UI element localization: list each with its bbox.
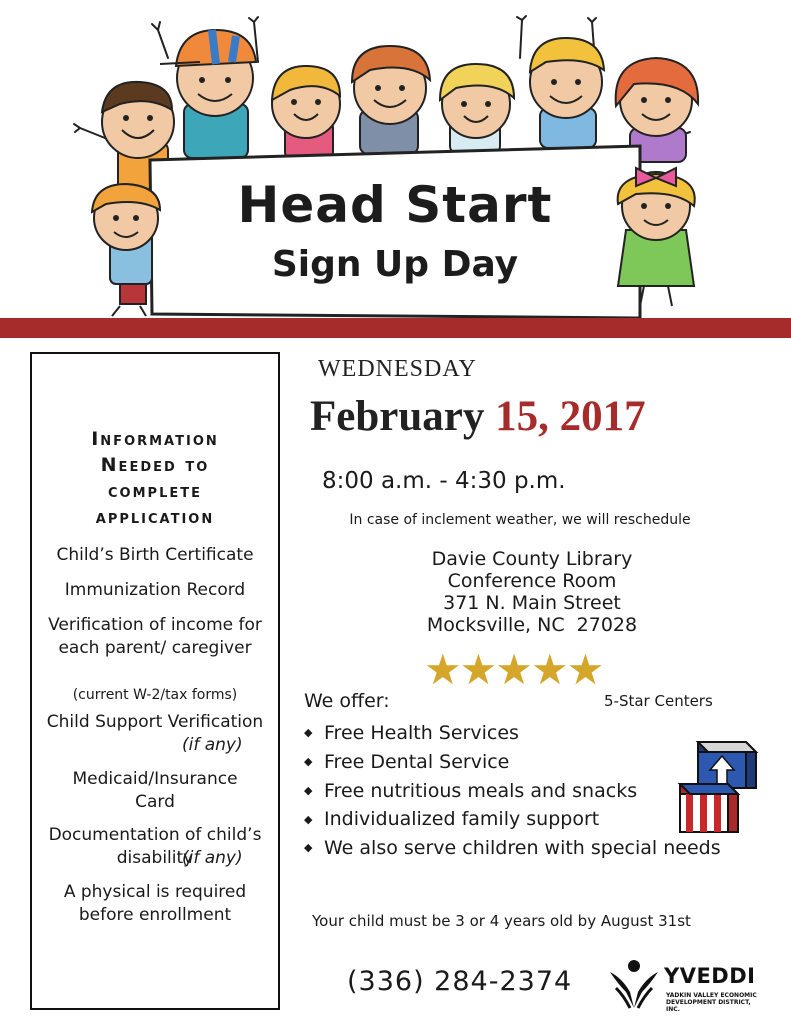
- requirement-item: A physical is required before enrollment: [63, 882, 247, 925]
- five-star-icon: ★★★★★: [424, 645, 603, 694]
- diamond-bullet-icon: ◆: [304, 812, 313, 826]
- list-item: ◆ Free Health Services: [304, 719, 721, 748]
- requirement-item: Immunization Record: [64, 580, 246, 600]
- logo-tagline: YADKIN VALLEY ECONOMIC DEVELOPMENT DISTRICT, INC.: [666, 992, 757, 1013]
- offers-list: [304, 719, 721, 863]
- child-8: [92, 184, 160, 316]
- child-6: [530, 38, 604, 148]
- requirement-item: Verification of income for each parent/ caregiver: [48, 615, 262, 658]
- event-location: Davie County Library Conference Room 371 N. Main Street Mocksville, NC 27028: [426, 548, 638, 636]
- age-requirement: Your child must be 3 or 4 years old by August 31st: [312, 912, 691, 930]
- flyer-subtitle: Sign Up Day: [271, 244, 519, 285]
- flyer-title: Head Start: [237, 176, 553, 234]
- event-weekday: WEDNESDAY: [318, 356, 477, 382]
- child-4: [352, 46, 430, 154]
- child-5: [440, 64, 514, 154]
- requirement-item: Child’s Birth Certificate: [56, 545, 254, 565]
- list-item: ◆ Free Dental Service: [304, 748, 721, 777]
- list-item: ◆ Free nutritious meals and snacks: [304, 777, 721, 806]
- rating-label: 5-Star Centers: [604, 692, 713, 710]
- requirement-item: Medicaid/Insurance Card: [72, 769, 238, 812]
- children-holding-sign-illustration: [0, 0, 791, 340]
- list-item: ◆ Individualized family support: [304, 805, 721, 834]
- requirements-box: [30, 352, 280, 1010]
- event-day-year: 15, 2017: [495, 393, 646, 440]
- diamond-bullet-icon: ◆: [304, 783, 313, 797]
- phone-number: (336) 284-2374: [347, 966, 573, 997]
- weather-note: In case of inclement weather, we will reschedule: [349, 512, 691, 528]
- event-date: [310, 392, 646, 441]
- event-time: 8:00 a.m. - 4:30 p.m.: [322, 468, 566, 494]
- requirement-item-note: (current W-2/tax forms): [72, 687, 238, 703]
- offers-heading: We offer:: [304, 690, 390, 712]
- requirement-item: Child Support Verification: [46, 712, 264, 732]
- list-item: ◆ We also serve children with special needs: [304, 834, 721, 863]
- requirement-item: Documentation of child’s disability: [48, 825, 262, 868]
- header-divider-bar: [0, 318, 791, 338]
- requirement-item-note: (if any): [182, 735, 243, 755]
- diamond-bullet-icon: ◆: [304, 755, 313, 768]
- yveddi-logo-icon: [606, 958, 662, 1010]
- event-month: February: [310, 393, 485, 440]
- toy-blocks-icon: [676, 738, 762, 834]
- requirements-heading: Information Needed to complete application: [91, 428, 219, 528]
- child-3: [272, 66, 340, 160]
- logo-name: YVEDDI: [664, 964, 756, 988]
- requirement-item-note: (if any): [182, 848, 243, 868]
- diamond-bullet-icon: ◆: [304, 841, 313, 855]
- diamond-bullet-icon: ◆: [304, 726, 313, 740]
- child-2: [160, 30, 256, 158]
